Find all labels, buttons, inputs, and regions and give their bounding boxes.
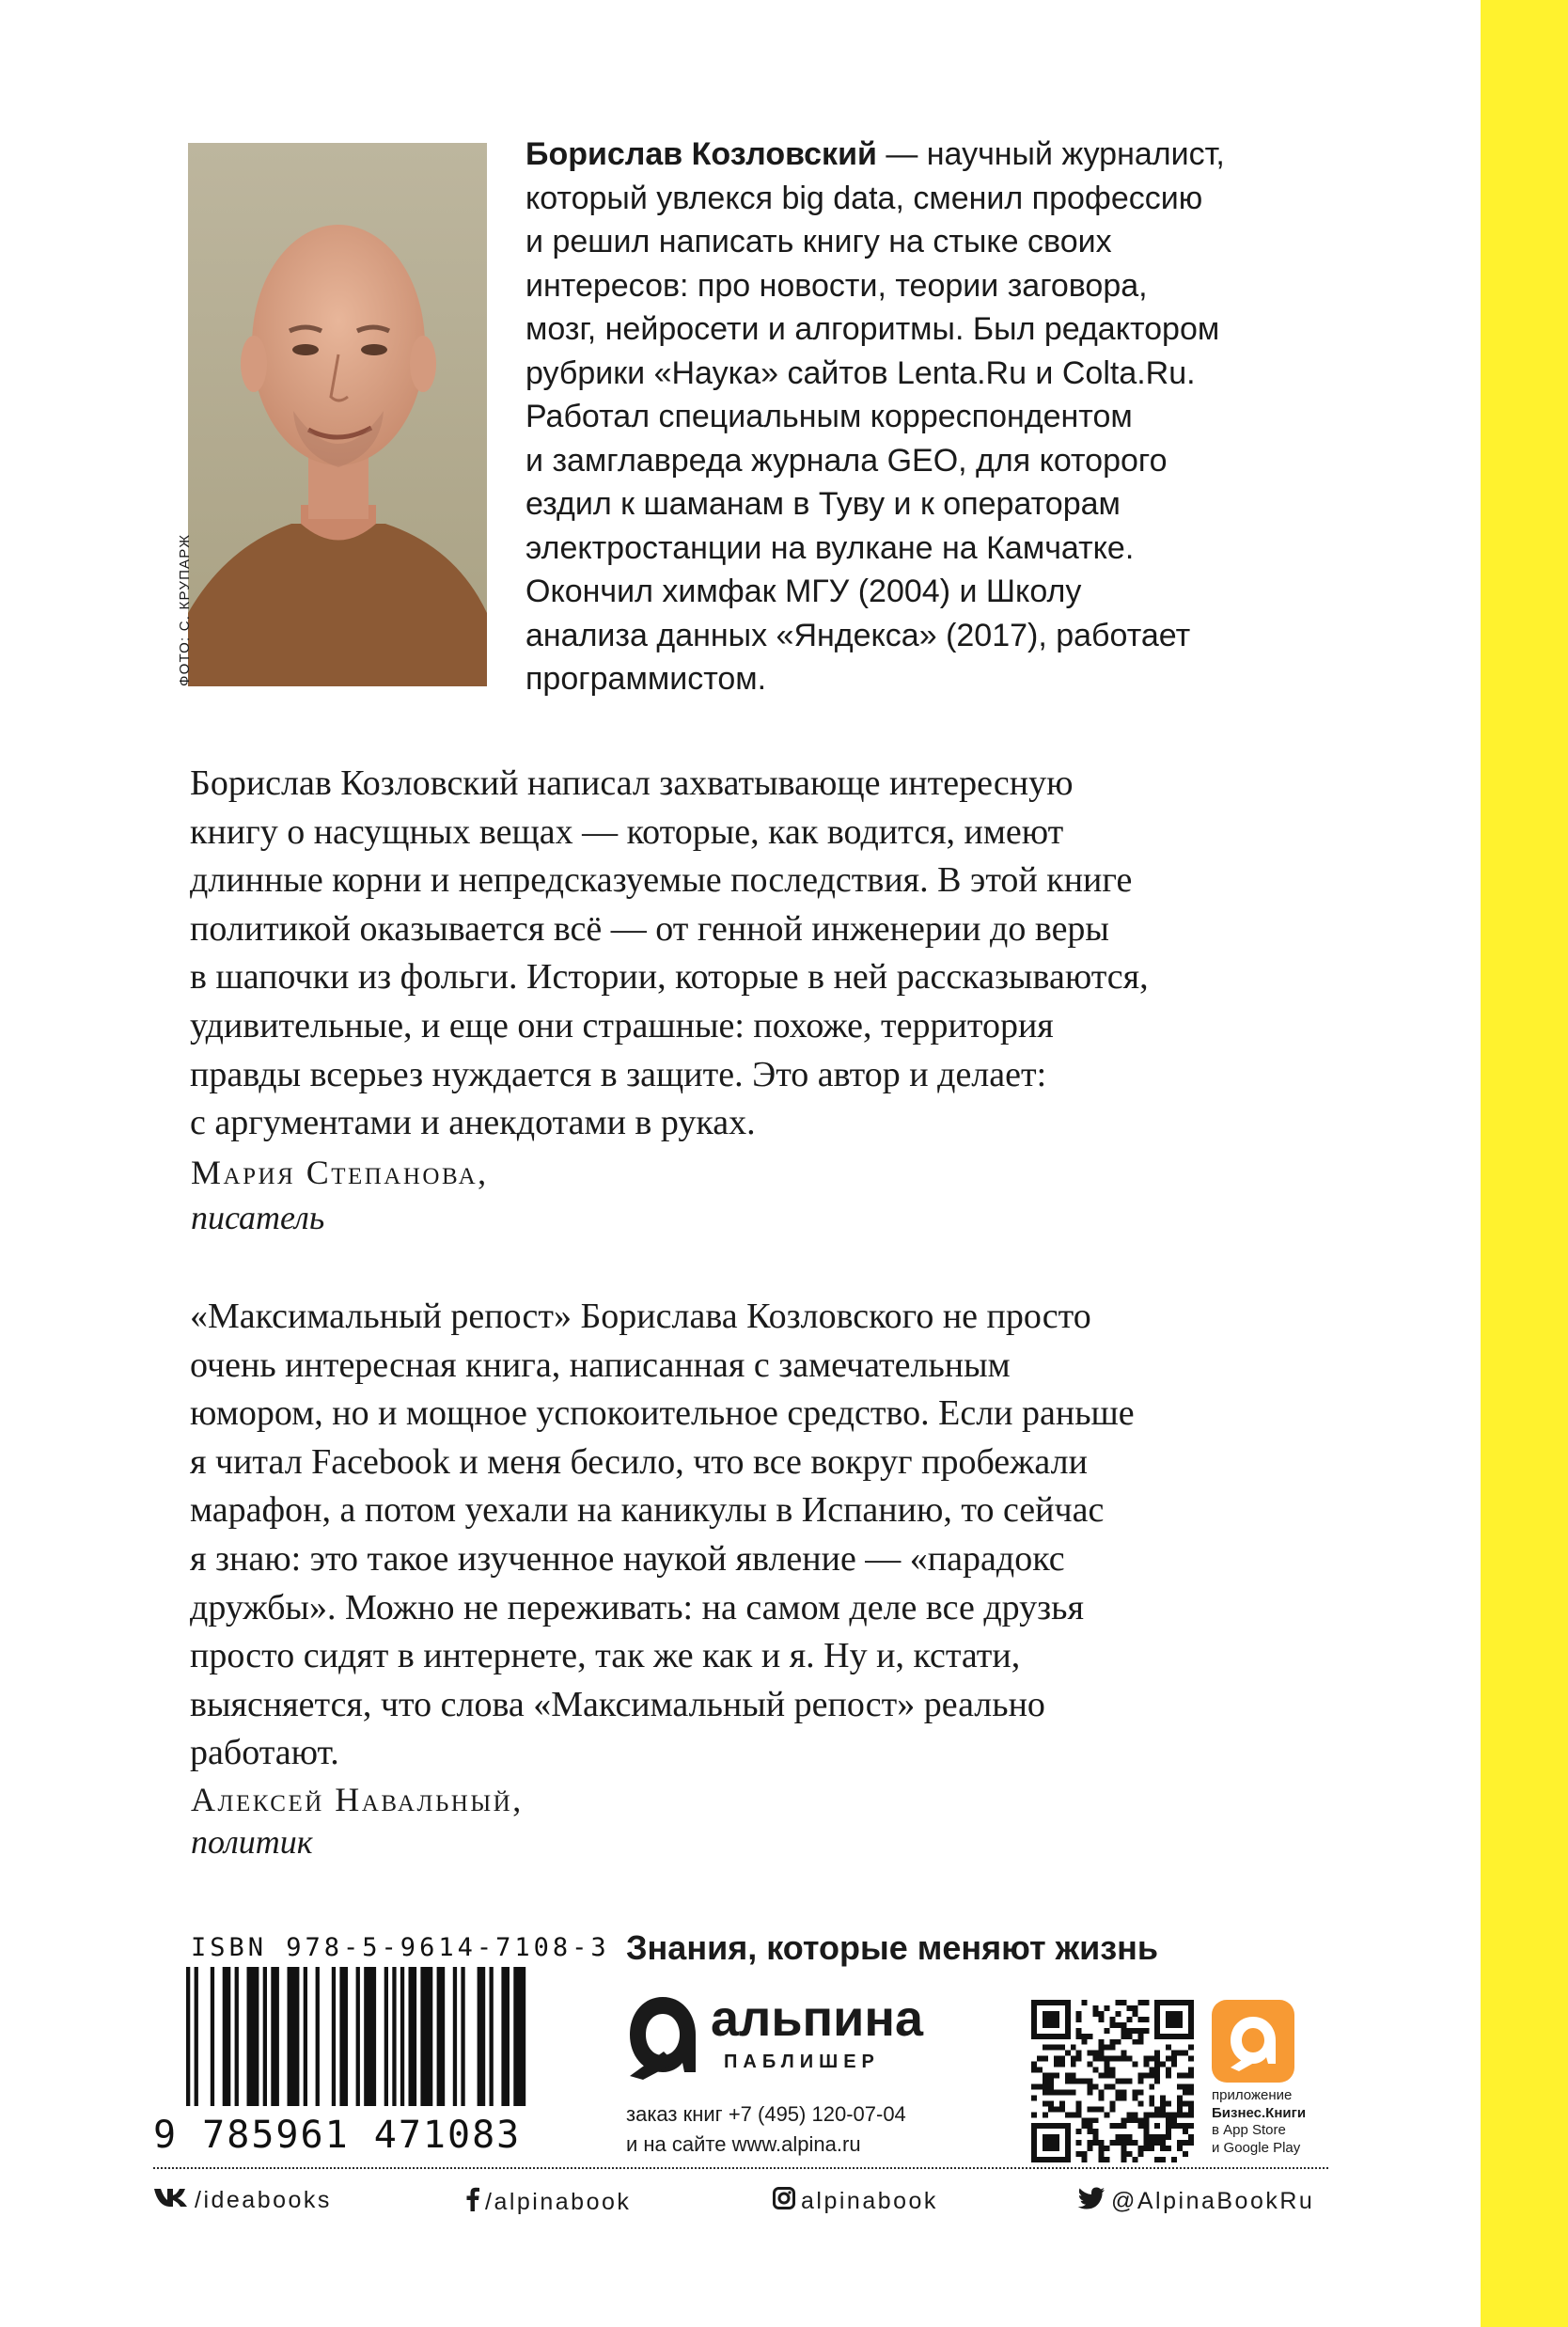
author-name: Борислав Козловский <box>525 136 877 172</box>
social-facebook[interactable] <box>466 2187 631 2218</box>
bio-line <box>525 133 1456 177</box>
bio-line: Работал специальным корреспондентом <box>525 399 1133 434</box>
order-phone: заказ книг +7 (495) 120-07-04 <box>626 2102 906 2126</box>
quote-line: марафон, а потом уехали на каникулы в Испанию, то сейчас <box>190 1490 1105 1531</box>
quote-line: в шапочки из фольги. Истории, которые в ней рассказываются, <box>190 957 1149 998</box>
author-photo <box>188 143 487 686</box>
app-promo-name: Бизнес.Книги <box>1212 2104 1307 2121</box>
isbn-text: ISBN 978-5-9614-7108-3 <box>191 1933 610 1962</box>
bio-line: электростанции на вулкане на Камчатке. <box>525 529 1135 566</box>
bio-line: рубрики «Наука» сайтов Lenta.Ru и Colta.Ru. <box>525 354 1196 391</box>
app-promo-line1: приложение <box>1212 2087 1293 2103</box>
bio-line: и решил написать книгу на стыке своих <box>525 224 1112 259</box>
vk-link[interactable]: /ideabooks <box>195 2187 332 2213</box>
bio-line: Окончил химфак МГУ (2004) и Школу <box>525 574 1082 609</box>
app-icon <box>1212 2000 1294 2083</box>
quote-line: я читал Facebook и меня бесило, что все вокруг пробежали <box>190 1441 1088 1482</box>
quote-1-role: писатель <box>191 1199 325 1236</box>
alpina-logo-icon <box>626 1993 699 2080</box>
app-promo-text <box>1212 2087 1306 2157</box>
publisher-sub: ПАБЛИШЕР <box>724 2052 880 2072</box>
quote-line: работают. <box>190 1733 339 1773</box>
bio-first-line-rest: — научный журналист, <box>876 136 1225 172</box>
bio-line: который увлекся big data, сменил профессию <box>525 180 1203 216</box>
quote-line: очень интересная книга, написанная с замечательным <box>190 1344 1011 1385</box>
yellow-edge-strip <box>1481 0 1568 2327</box>
dotted-divider <box>153 2167 1328 2169</box>
quote-line: удивительные, и еще они страшные: похоже, территория <box>190 1005 1054 1046</box>
twitter-link[interactable]: @AlpinaBookRu <box>1111 2188 1315 2214</box>
tagline: Знания, которые меняют жизнь <box>626 1928 1159 1967</box>
quote-line: Борислав Козловский написал захватывающе интересную <box>190 763 1074 803</box>
facebook-icon <box>466 2187 479 2218</box>
quote-line: я знаю: это такое изученное наукой явление — «парадокс <box>190 1538 1065 1579</box>
publisher-name: альпина <box>711 1990 923 2047</box>
order-info <box>626 2099 906 2160</box>
bio-line: и замглавреда журнала GEO, для которого <box>525 442 1168 479</box>
quote-line: юмором, но и мощное успокоительное средство. Если раньше <box>190 1393 1135 1434</box>
quote-2-role: политик <box>191 1823 313 1861</box>
author-bio <box>525 133 1456 701</box>
social-instagram[interactable] <box>773 2187 938 2216</box>
twitter-icon <box>1077 2187 1105 2216</box>
bio-line: ездил к шаманам в Туву и к операторам <box>525 486 1121 522</box>
social-twitter[interactable] <box>1077 2187 1314 2216</box>
quote-1-author: Мария Степанова, <box>191 1154 489 1191</box>
bio-line: интересов: про новости, теории заговора, <box>525 267 1148 304</box>
photo-credit: ФОТО: С. КРУПАРЖ <box>177 533 193 686</box>
facebook-link[interactable]: /alpinabook <box>485 2189 632 2215</box>
app-promo-line4: и Google Play <box>1212 2139 1301 2156</box>
quote-line: просто сидят в интернете, так же как и я. Ну и, кстати, <box>190 1636 1021 1676</box>
bio-line: анализа данных «Яндекса» (2017), работает <box>525 617 1191 653</box>
review-quote-1 <box>190 760 1450 1148</box>
quote-line: книгу о насущных вещах — которые, как водится, имеют <box>190 811 1064 852</box>
qr-code <box>1031 2000 1194 2162</box>
social-vk[interactable] <box>153 2187 332 2214</box>
review-quote-2 <box>190 1293 1450 1778</box>
quote-line: дружбы». Можно не переживать: на самом деле все друзья <box>190 1587 1084 1627</box>
vk-icon <box>153 2187 189 2214</box>
bio-line: мозг, нейросети и алгоритмы. Был редактором <box>525 311 1220 347</box>
quote-2-author: Алексей Навальный, <box>191 1781 524 1818</box>
instagram-icon <box>773 2187 795 2216</box>
barcode <box>186 1967 526 2106</box>
quote-line: длинные корни и непредсказуемые последствия. В этой книге <box>190 860 1133 901</box>
quote-line: политикой оказывается всё — от генной инженерии до веры <box>190 908 1109 949</box>
bio-line: программистом. <box>525 661 767 697</box>
quote-line: «Максимальный репост» Борислава Козловского не просто <box>190 1297 1091 1336</box>
order-site: и на сайте www.alpina.ru <box>626 2132 861 2156</box>
quote-line: выясняется, что слова «Максимальный репост» реально <box>190 1684 1045 1724</box>
app-promo-line3: в App Store <box>1212 2122 1286 2138</box>
quote-line: правды всерьез нуждается в защите. Это автор и делает: <box>190 1054 1047 1094</box>
barcode-digits: 9 785961 471083 <box>153 2114 522 2157</box>
instagram-link[interactable]: alpinabook <box>801 2188 938 2214</box>
quote-line: с аргументами и анекдотами в руках. <box>190 1103 756 1143</box>
